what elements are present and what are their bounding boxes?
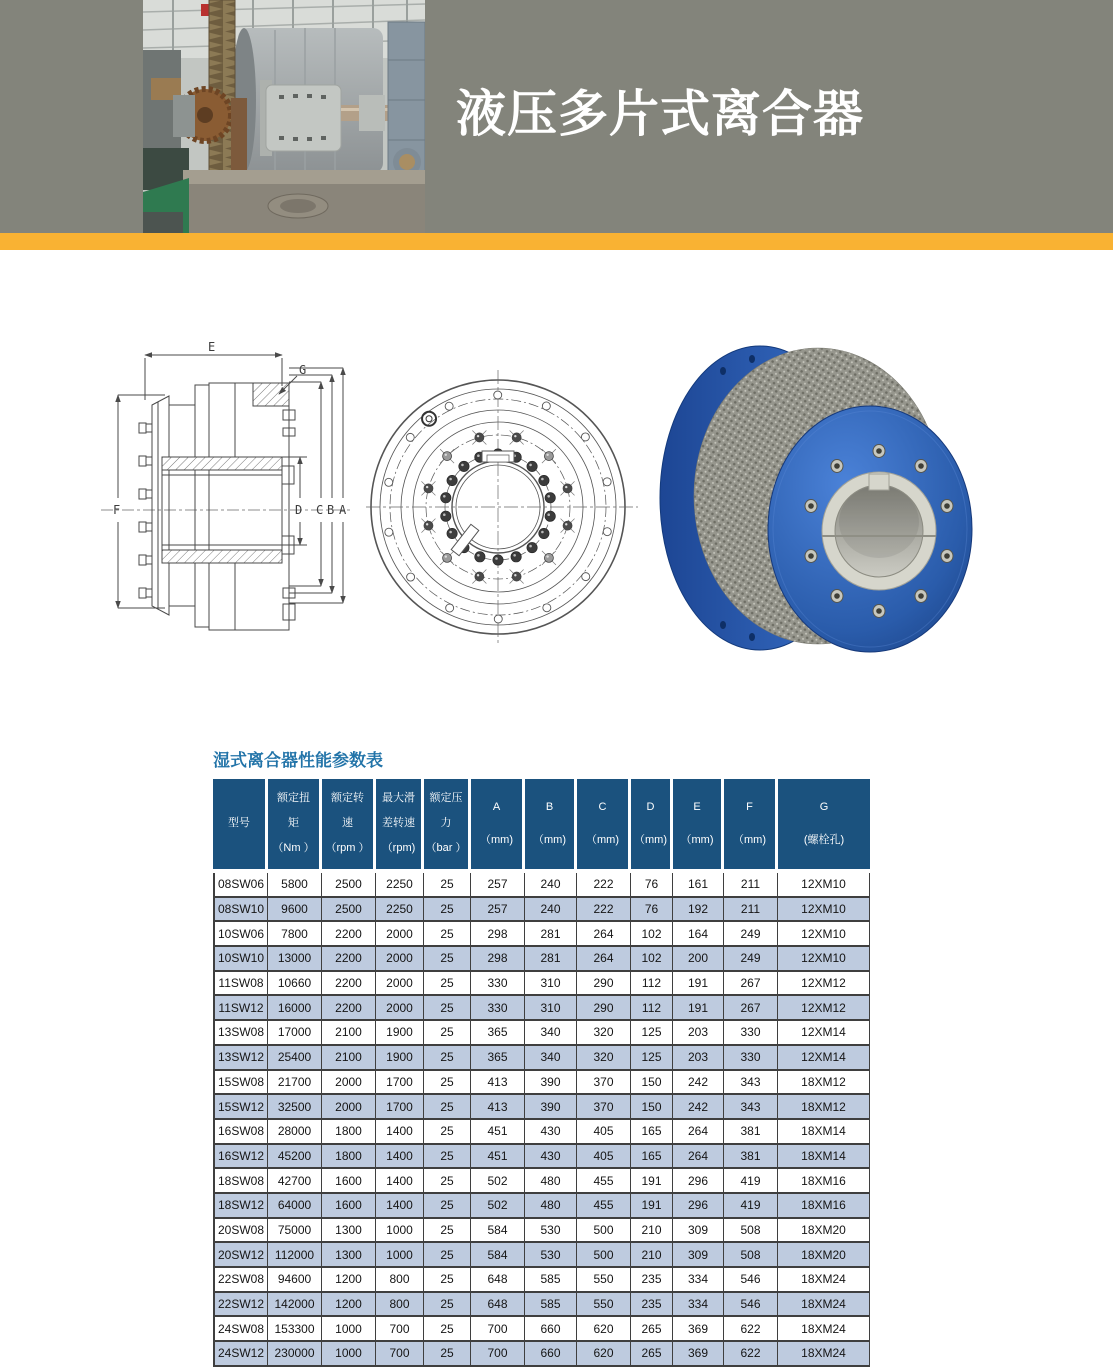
value-cell: 546 [724, 1293, 778, 1318]
value-cell: 700 [376, 1317, 424, 1342]
model-cell: 16SW08 [213, 1120, 268, 1145]
value-cell: 340 [525, 1021, 577, 1046]
value-cell: 257 [471, 873, 525, 898]
value-cell: 264 [577, 947, 631, 972]
value-cell: 25 [424, 1046, 471, 1071]
value-cell: 2200 [322, 996, 376, 1021]
value-cell: 25400 [268, 1046, 322, 1071]
value-cell: 405 [577, 1145, 631, 1170]
value-cell: 25 [424, 1293, 471, 1318]
value-cell: 25 [424, 947, 471, 972]
value-cell: 2000 [322, 1071, 376, 1096]
factory-photo [143, 0, 425, 233]
value-cell: 191 [673, 972, 724, 997]
model-cell: 22SW08 [213, 1268, 268, 1293]
value-cell: 10660 [268, 972, 322, 997]
value-cell: 264 [673, 1120, 724, 1145]
value-cell: 281 [525, 947, 577, 972]
value-cell: 508 [724, 1243, 778, 1268]
value-cell: 369 [673, 1317, 724, 1342]
value-cell: 1300 [322, 1243, 376, 1268]
value-cell: 265 [631, 1317, 673, 1342]
model-cell: 20SW12 [213, 1243, 268, 1268]
value-cell: 25 [424, 873, 471, 898]
value-cell: 25 [424, 898, 471, 923]
value-cell: 622 [724, 1317, 778, 1342]
column-header-0: 型号 [213, 779, 268, 873]
value-cell: 1400 [376, 1169, 424, 1194]
value-cell: 2100 [322, 1021, 376, 1046]
value-cell: 2000 [376, 947, 424, 972]
svg-text:C: C [316, 503, 324, 517]
value-cell: 18XM14 [778, 1145, 870, 1170]
value-cell: 210 [631, 1219, 673, 1244]
svg-text:A: A [339, 503, 347, 517]
value-cell: 310 [525, 972, 577, 997]
table-row-13SW12 [213, 1046, 870, 1071]
model-cell: 20SW08 [213, 1219, 268, 1244]
value-cell: 2000 [376, 972, 424, 997]
value-cell: 150 [631, 1095, 673, 1120]
value-cell: 370 [577, 1071, 631, 1096]
table-row-10SW10 [213, 947, 870, 972]
value-cell: 153300 [268, 1317, 322, 1342]
value-cell: 390 [525, 1095, 577, 1120]
value-cell: 25 [424, 1243, 471, 1268]
value-cell: 455 [577, 1169, 631, 1194]
factory-photo-illustration [143, 0, 425, 233]
value-cell: 200 [673, 947, 724, 972]
svg-text:G: G [299, 363, 307, 377]
value-cell: 800 [376, 1293, 424, 1318]
value-cell: 1000 [376, 1219, 424, 1244]
value-cell: 125 [631, 1021, 673, 1046]
model-cell: 11SW08 [213, 972, 268, 997]
value-cell: 2200 [322, 972, 376, 997]
value-cell: 2000 [376, 996, 424, 1021]
value-cell: 648 [471, 1268, 525, 1293]
value-cell: 203 [673, 1046, 724, 1071]
value-cell: 165 [631, 1145, 673, 1170]
value-cell: 430 [525, 1145, 577, 1170]
value-cell: 343 [724, 1095, 778, 1120]
value-cell: 112000 [268, 1243, 322, 1268]
value-cell: 413 [471, 1095, 525, 1120]
value-cell: 242 [673, 1071, 724, 1096]
value-cell: 265 [631, 1342, 673, 1367]
value-cell: 25 [424, 922, 471, 947]
value-cell: 585 [525, 1293, 577, 1318]
value-cell: 210 [631, 1243, 673, 1268]
value-cell: 584 [471, 1243, 525, 1268]
value-cell: 25 [424, 996, 471, 1021]
value-cell: 1200 [322, 1293, 376, 1318]
value-cell: 1700 [376, 1071, 424, 1096]
value-cell: 75000 [268, 1219, 322, 1244]
value-cell: 267 [724, 996, 778, 1021]
table-row-15SW08 [213, 1071, 870, 1096]
value-cell: 1400 [376, 1145, 424, 1170]
table-row-15SW12 [213, 1095, 870, 1120]
value-cell: 76 [631, 873, 673, 898]
value-cell: 508 [724, 1219, 778, 1244]
accent-stripe [0, 233, 1113, 250]
value-cell: 240 [525, 898, 577, 923]
column-header-11: G (螺栓孔) [778, 779, 870, 873]
value-cell: 45200 [268, 1145, 322, 1170]
value-cell: 18XM14 [778, 1120, 870, 1145]
value-cell: 455 [577, 1194, 631, 1219]
table-row-18SW12 [213, 1194, 870, 1219]
value-cell: 1600 [322, 1194, 376, 1219]
value-cell: 18XM24 [778, 1293, 870, 1318]
table-row-24SW08 [213, 1317, 870, 1342]
value-cell: 28000 [268, 1120, 322, 1145]
value-cell: 18XM16 [778, 1194, 870, 1219]
value-cell: 334 [673, 1293, 724, 1318]
value-cell: 502 [471, 1169, 525, 1194]
value-cell: 1000 [322, 1317, 376, 1342]
value-cell: 18XM12 [778, 1071, 870, 1096]
value-cell: 12XM10 [778, 873, 870, 898]
value-cell: 585 [525, 1268, 577, 1293]
table-row-16SW08 [213, 1120, 870, 1145]
value-cell: 264 [673, 1145, 724, 1170]
value-cell: 203 [673, 1021, 724, 1046]
value-cell: 94600 [268, 1268, 322, 1293]
value-cell: 18XM24 [778, 1342, 870, 1367]
value-cell: 2200 [322, 922, 376, 947]
value-cell: 500 [577, 1243, 631, 1268]
value-cell: 1700 [376, 1095, 424, 1120]
value-cell: 413 [471, 1071, 525, 1096]
value-cell: 405 [577, 1120, 631, 1145]
spec-table [213, 779, 870, 1367]
value-cell: 12XM10 [778, 922, 870, 947]
value-cell: 102 [631, 947, 673, 972]
value-cell: 419 [724, 1194, 778, 1219]
column-header-5: A （mm) [471, 779, 525, 873]
value-cell: 365 [471, 1046, 525, 1071]
value-cell: 267 [724, 972, 778, 997]
value-cell: 249 [724, 947, 778, 972]
value-cell: 296 [673, 1169, 724, 1194]
value-cell: 546 [724, 1268, 778, 1293]
model-cell: 11SW12 [213, 996, 268, 1021]
value-cell: 12XM12 [778, 996, 870, 1021]
value-cell: 12XM14 [778, 1021, 870, 1046]
value-cell: 25 [424, 972, 471, 997]
value-cell: 296 [673, 1194, 724, 1219]
model-cell: 08SW06 [213, 873, 268, 898]
value-cell: 18XM20 [778, 1243, 870, 1268]
value-cell: 330 [471, 972, 525, 997]
value-cell: 235 [631, 1293, 673, 1318]
value-cell: 2500 [322, 898, 376, 923]
value-cell: 480 [525, 1194, 577, 1219]
column-header-4: 额定压 力 （bar ） [424, 779, 471, 873]
value-cell: 32500 [268, 1095, 322, 1120]
value-cell: 18XM20 [778, 1219, 870, 1244]
value-cell: 2000 [322, 1095, 376, 1120]
value-cell: 112 [631, 996, 673, 1021]
value-cell: 620 [577, 1342, 631, 1367]
value-cell: 1900 [376, 1046, 424, 1071]
value-cell: 9600 [268, 898, 322, 923]
value-cell: 42700 [268, 1169, 322, 1194]
value-cell: 660 [525, 1342, 577, 1367]
clutch-3d-render [650, 330, 982, 674]
value-cell: 1400 [376, 1194, 424, 1219]
value-cell: 222 [577, 873, 631, 898]
value-cell: 1200 [322, 1268, 376, 1293]
value-cell: 25 [424, 1317, 471, 1342]
value-cell: 257 [471, 898, 525, 923]
value-cell: 7800 [268, 922, 322, 947]
value-cell: 584 [471, 1219, 525, 1244]
value-cell: 150 [631, 1071, 673, 1096]
spec-table-wrap [213, 779, 870, 1367]
column-header-2: 额定转 速 （rpm ） [322, 779, 376, 873]
value-cell: 451 [471, 1145, 525, 1170]
value-cell: 309 [673, 1243, 724, 1268]
value-cell: 2000 [376, 922, 424, 947]
value-cell: 211 [724, 898, 778, 923]
value-cell: 390 [525, 1071, 577, 1096]
model-cell: 15SW08 [213, 1071, 268, 1096]
value-cell: 1900 [376, 1021, 424, 1046]
svg-text:F: F [113, 503, 121, 517]
column-header-9: E （mm) [673, 779, 724, 873]
value-cell: 550 [577, 1293, 631, 1318]
value-cell: 648 [471, 1293, 525, 1318]
value-cell: 240 [525, 873, 577, 898]
value-cell: 290 [577, 972, 631, 997]
table-row-20SW08 [213, 1219, 870, 1244]
value-cell: 451 [471, 1120, 525, 1145]
value-cell: 700 [471, 1342, 525, 1367]
column-header-3: 最大滑 差转速 （rpm) [376, 779, 424, 873]
clutch-cross-section-drawing [95, 338, 357, 638]
value-cell: 264 [577, 922, 631, 947]
value-cell: 25 [424, 1095, 471, 1120]
header-banner [0, 0, 1113, 233]
model-cell: 15SW12 [213, 1095, 268, 1120]
value-cell: 310 [525, 996, 577, 1021]
value-cell: 249 [724, 922, 778, 947]
model-cell: 10SW06 [213, 922, 268, 947]
value-cell: 18XM12 [778, 1095, 870, 1120]
value-cell: 419 [724, 1169, 778, 1194]
value-cell: 330 [724, 1046, 778, 1071]
value-cell: 25 [424, 1169, 471, 1194]
model-cell: 16SW12 [213, 1145, 268, 1170]
table-row-11SW08 [213, 972, 870, 997]
value-cell: 309 [673, 1219, 724, 1244]
model-cell: 08SW10 [213, 898, 268, 923]
value-cell: 222 [577, 898, 631, 923]
svg-text:D: D [295, 503, 303, 517]
table-row-22SW08 [213, 1268, 870, 1293]
value-cell: 480 [525, 1169, 577, 1194]
model-cell: 13SW08 [213, 1021, 268, 1046]
value-cell: 2200 [322, 947, 376, 972]
value-cell: 622 [724, 1342, 778, 1367]
value-cell: 25 [424, 1145, 471, 1170]
value-cell: 530 [525, 1243, 577, 1268]
table-row-10SW06 [213, 922, 870, 947]
table-title: 湿式离合器性能参数表 [213, 751, 383, 770]
page-title: 液压多片式离合器 [456, 86, 864, 142]
value-cell: 25 [424, 1268, 471, 1293]
value-cell: 330 [471, 996, 525, 1021]
table-row-22SW12 [213, 1293, 870, 1318]
value-cell: 290 [577, 996, 631, 1021]
value-cell: 343 [724, 1071, 778, 1096]
value-cell: 242 [673, 1095, 724, 1120]
value-cell: 430 [525, 1120, 577, 1145]
value-cell: 320 [577, 1021, 631, 1046]
value-cell: 281 [525, 922, 577, 947]
value-cell: 192 [673, 898, 724, 923]
value-cell: 18XM16 [778, 1169, 870, 1194]
value-cell: 340 [525, 1046, 577, 1071]
value-cell: 16000 [268, 996, 322, 1021]
value-cell: 18XM24 [778, 1317, 870, 1342]
value-cell: 1800 [322, 1120, 376, 1145]
value-cell: 76 [631, 898, 673, 923]
value-cell: 2500 [322, 873, 376, 898]
svg-text:E: E [208, 340, 216, 354]
value-cell: 25 [424, 1071, 471, 1096]
model-cell: 18SW12 [213, 1194, 268, 1219]
table-row-13SW08 [213, 1021, 870, 1046]
value-cell: 161 [673, 873, 724, 898]
value-cell: 1400 [376, 1120, 424, 1145]
value-cell: 330 [724, 1021, 778, 1046]
column-header-8: D （mm) [631, 779, 673, 873]
value-cell: 25 [424, 1021, 471, 1046]
value-cell: 21700 [268, 1071, 322, 1096]
value-cell: 191 [631, 1194, 673, 1219]
value-cell: 381 [724, 1120, 778, 1145]
model-cell: 24SW08 [213, 1317, 268, 1342]
table-row-20SW12 [213, 1243, 870, 1268]
value-cell: 142000 [268, 1293, 322, 1318]
value-cell: 18XM24 [778, 1268, 870, 1293]
table-row-18SW08 [213, 1169, 870, 1194]
value-cell: 369 [673, 1342, 724, 1367]
svg-text:B: B [327, 503, 335, 517]
table-row-11SW12 [213, 996, 870, 1021]
value-cell: 5800 [268, 873, 322, 898]
table-row-24SW12 [213, 1342, 870, 1367]
value-cell: 25 [424, 1342, 471, 1367]
value-cell: 17000 [268, 1021, 322, 1046]
value-cell: 125 [631, 1046, 673, 1071]
value-cell: 550 [577, 1268, 631, 1293]
value-cell: 25 [424, 1194, 471, 1219]
value-cell: 64000 [268, 1194, 322, 1219]
value-cell: 2100 [322, 1046, 376, 1071]
value-cell: 320 [577, 1046, 631, 1071]
value-cell: 25 [424, 1219, 471, 1244]
column-header-6: B （mm) [525, 779, 577, 873]
value-cell: 2250 [376, 873, 424, 898]
value-cell: 12XM10 [778, 898, 870, 923]
value-cell: 1300 [322, 1219, 376, 1244]
header-row [213, 779, 870, 873]
value-cell: 334 [673, 1268, 724, 1293]
value-cell: 12XM10 [778, 947, 870, 972]
value-cell: 370 [577, 1095, 631, 1120]
value-cell: 298 [471, 947, 525, 972]
value-cell: 500 [577, 1219, 631, 1244]
value-cell: 1000 [322, 1342, 376, 1367]
table-row-08SW10 [213, 898, 870, 923]
value-cell: 191 [673, 996, 724, 1021]
model-cell: 24SW12 [213, 1342, 268, 1367]
value-cell: 211 [724, 873, 778, 898]
value-cell: 502 [471, 1194, 525, 1219]
value-cell: 800 [376, 1268, 424, 1293]
value-cell: 700 [471, 1317, 525, 1342]
value-cell: 165 [631, 1120, 673, 1145]
value-cell: 112 [631, 972, 673, 997]
value-cell: 381 [724, 1145, 778, 1170]
value-cell: 1800 [322, 1145, 376, 1170]
model-cell: 18SW08 [213, 1169, 268, 1194]
value-cell: 13000 [268, 947, 322, 972]
value-cell: 620 [577, 1317, 631, 1342]
column-header-7: C （mm) [577, 779, 631, 873]
value-cell: 1000 [376, 1243, 424, 1268]
value-cell: 102 [631, 922, 673, 947]
value-cell: 164 [673, 922, 724, 947]
model-cell: 10SW10 [213, 947, 268, 972]
value-cell: 1600 [322, 1169, 376, 1194]
clutch-front-view-drawing [366, 368, 638, 648]
value-cell: 191 [631, 1169, 673, 1194]
value-cell: 700 [376, 1342, 424, 1367]
value-cell: 235 [631, 1268, 673, 1293]
value-cell: 230000 [268, 1342, 322, 1367]
value-cell: 12XM12 [778, 972, 870, 997]
value-cell: 25 [424, 1120, 471, 1145]
value-cell: 365 [471, 1021, 525, 1046]
model-cell: 13SW12 [213, 1046, 268, 1071]
column-header-1: 额定扭 矩 （Nm ） [268, 779, 322, 873]
model-cell: 22SW12 [213, 1293, 268, 1318]
table-row-08SW06 [213, 873, 870, 898]
value-cell: 660 [525, 1317, 577, 1342]
value-cell: 12XM14 [778, 1046, 870, 1071]
table-row-16SW12 [213, 1145, 870, 1170]
value-cell: 298 [471, 922, 525, 947]
spec-table-body [213, 873, 870, 1367]
value-cell: 530 [525, 1219, 577, 1244]
column-header-10: F （mm) [724, 779, 778, 873]
value-cell: 2250 [376, 898, 424, 923]
